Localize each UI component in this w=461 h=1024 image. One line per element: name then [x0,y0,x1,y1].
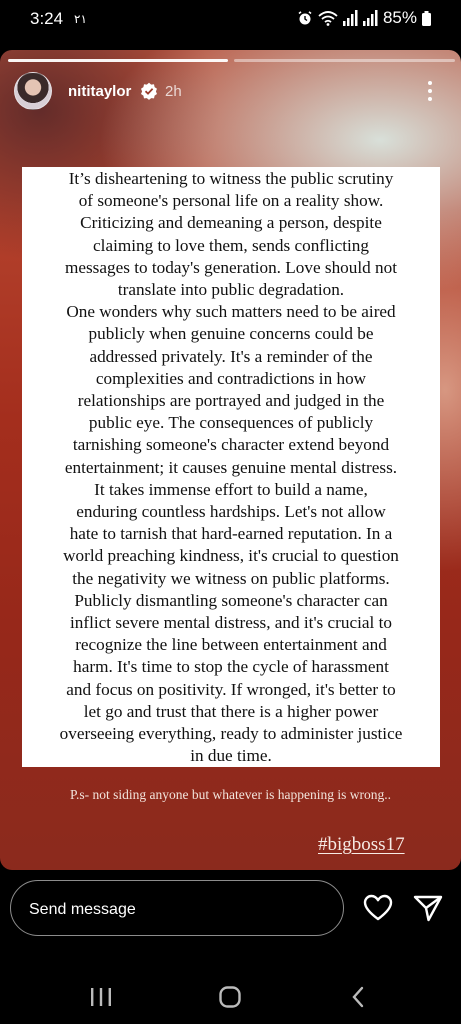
story-text-line: and focus on positivity. If wronged, it's better to [66,679,396,699]
story-text-line: recognize the line between entertainment and [75,635,387,655]
status-time: 3:24 [30,9,64,28]
story-text-line: let go and trust that there is a higher power [83,701,379,721]
alarm-icon [297,10,313,26]
story-username[interactable]: nititaylor [68,83,132,100]
story-text-line: messages to today's generation. Love should not [65,257,397,277]
story-timestamp: 2h [165,83,182,100]
story-hashtag[interactable]: #bigboss17 [318,834,405,855]
story-text-line: complexities and contradictions in how [95,368,367,388]
story-text-line: overseeing everything, ready to administer justice [59,724,403,744]
recent-apps-icon[interactable] [90,988,112,1006]
story-text-line: the negativity we witness on public platforms. [72,568,390,588]
story-ps-note: P.s- not siding anyone but whatever is happening is wrong.. [70,787,391,802]
story-progress [8,59,455,62]
story-text-line: relationships are portrayed and judged in the [77,391,385,411]
story-text-line: world preaching kindness, it's crucial to question [63,546,399,566]
story-text-line: It takes immense effort to build a name, [94,479,368,499]
battery-percentage: 85% [382,8,417,27]
home-icon[interactable] [219,986,241,1008]
story-text-line: addressed privately. It's a reminder of the [89,346,373,366]
story-text-line: claiming to love them, sends conflicting [93,235,369,255]
back-icon[interactable] [351,986,365,1008]
story-text-line: hate to tarnish that hard-earned reputation. In a [69,524,393,544]
story-text-line: Publicly dismantling someone's character can [74,590,388,610]
status-icons [297,8,431,28]
story-progress-segment [234,59,455,62]
send-message-placeholder: Send message [29,901,136,918]
verified-badge-icon [140,82,158,100]
story-text-line: harm. It's time to stop the cycle of harassment [73,657,389,677]
send-direct-icon[interactable] [413,893,443,923]
story-text-line: One wonders why such matters need to be aired [66,302,396,322]
story-text-line: in due time. [190,746,272,766]
story-text-line: inflict severe mental distress, and it's crucial to [70,613,392,633]
more-options-icon[interactable] [426,80,434,102]
story-text-line: tarnishing someone's character extend beyond [72,435,390,455]
like-heart-icon[interactable] [363,894,393,922]
wifi-icon [318,10,338,26]
story-text-line: of someone's personal life on a reality show. [78,191,384,211]
status-time-suffix: ٢١ [74,12,87,26]
story-view[interactable] [0,50,461,870]
avatar[interactable] [14,72,52,110]
signal-icon [343,10,358,26]
story-text-line: enduring countless hardships. Let's not allow [76,502,386,522]
story-text-line: translate into public degradation. [117,280,345,300]
story-text-line: entertainment; it causes genuine mental distress. [64,457,398,477]
story-text-line: public eye. The consequences of publicly [88,413,374,433]
status-bar [0,0,461,40]
story-text-line: Criticizing and demeaning a person, despite [80,213,382,233]
system-nav-bar [0,960,461,1024]
story-text-card [22,167,440,767]
signal-icon [363,10,378,26]
story-text-line: publicly when genuine concerns could be [88,324,374,344]
story-progress-segment [8,59,228,62]
story-text-line: It’s disheartening to witness the public scrutiny [68,169,394,188]
send-message-input[interactable] [10,880,344,936]
battery-icon [422,11,431,26]
